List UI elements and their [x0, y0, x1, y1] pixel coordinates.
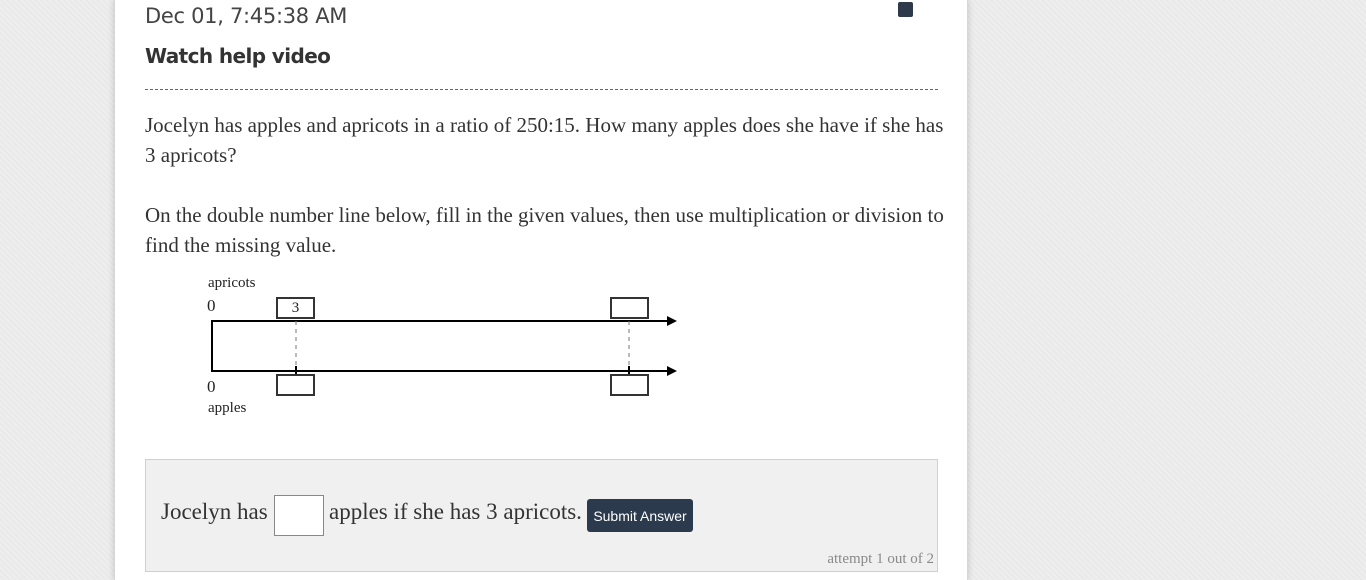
question-card	[114, 0, 968, 580]
submit-answer-button[interactable]: Submit Answer	[587, 499, 693, 532]
question-text: Jocelyn has apples and apricots in a ratio of 250:15. How many apples does she have if she has 3 apricots?	[145, 113, 944, 167]
attempt-counter: attempt 1 out of 2	[827, 551, 934, 567]
answer-prefix: Jocelyn has	[161, 499, 268, 524]
apples-box-1[interactable]	[276, 374, 315, 396]
bottom-zero-label: 0	[207, 377, 216, 396]
apples-box-2[interactable]	[610, 374, 649, 396]
answer-suffix: apples if she has 3 apricots.	[329, 499, 582, 524]
answer-panel	[145, 459, 938, 572]
timestamp: Dec 01, 7:45:38 AM	[145, 4, 348, 28]
apples-arrow-icon	[667, 366, 677, 376]
top-zero-label: 0	[207, 296, 216, 315]
apricots-box-1[interactable]	[276, 297, 315, 319]
apricots-arrow-icon	[667, 316, 677, 326]
instruction-text: On the double number line below, fill in the given values, then use multiplication or division to find the missing value.	[145, 203, 944, 257]
apricots-box-2[interactable]	[610, 297, 649, 319]
bottom-line-label: apples	[208, 400, 247, 416]
watch-help-video-link[interactable]: Watch help video	[145, 44, 331, 68]
apples-answer-input[interactable]	[274, 495, 324, 536]
top-line-label: apricots	[208, 275, 256, 291]
